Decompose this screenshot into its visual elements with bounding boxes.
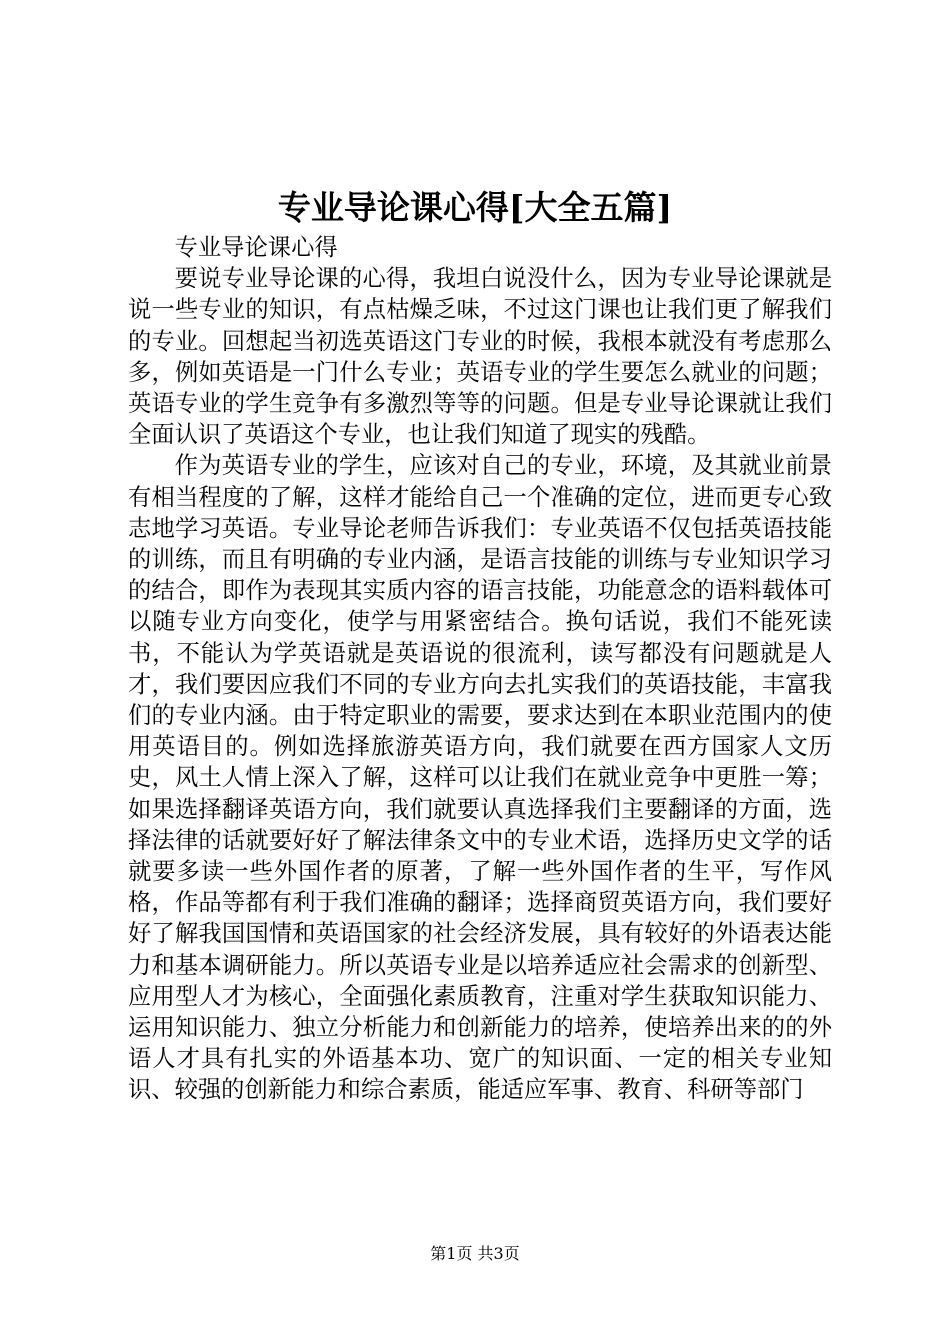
- document-subtitle: 专业导论课心得: [174, 234, 338, 261]
- paragraph-1: 要说专业导论课的心得，我坦白说没什么，因为专业导论课就是说一些专业的知识，有点枯燥乏味，不过这门课也让我们更了解我们的专业。回想起当初选英语这门专业的时候，我根本就没有考虑那么多，例如英语是一门什么专业；英语专业的学生要怎么就业的问题；英语专业的学生竞争有多激烈等等的问题。但是专业导论课就让我们全面认识了英语这个专业，也让我们知道了现实的残酷。: [128, 265, 832, 449]
- page-number-footer: 第1页 共3页: [430, 1244, 520, 1263]
- document-body: [128, 232, 832, 1106]
- document-title: 专业导论课心得[大全五篇]: [277, 188, 673, 227]
- paragraph-2: 作为英语专业的学生，应该对自己的专业，环境，及其就业前景有相当程度的了解，这样才能给自己一个准确的定位，进而更专心致志地学习英语。专业导论老师告诉我们：专业英语不仅包括英语技能的训练，而且有明确的专业内涵，是语言技能的训练与专业知识学习的结合，即作为表现其实质内容的语言技能，功能意念的语料载体可以随专业方向变化，使学与用紧密结合。换句话说，我们不能死读书，不能认为学英语就是英语说的很流利，读写都没有问题就是人才，我们要因应我们不同的专业方向去扎实我们的英语技能，丰富我们的专业内涵。由于特定职业的需要，要求达到在本职业范围内的使用英语目的。例如选择旅游英语方向，我们就要在西方国家人文历史，风土人情上深入了解，这样可以让我们在就业竞争中更胜一筹；如果选择翻译英语方向，我们就要认真选择我们主要翻译的方面，选择法律的话就要好好了解法律条文中的专业术语，选择历史文学的话就要多读一些外国作者的原著，了解一些外国作者的生平，写作风格，作品等都有利于我们准确的翻译；选择商贸英语方向，我们要好好了解我国国情和英语国家的社会经济发展，具有较好的外语表达能力和基本调研能力。所以英语专业是以培养适应社会需求的创新型、应用型人才为核心，全面强化素质教育，注重对学生获取知识能力、运用知识能力、独立分析能力和创新能力的培养，使培养出来的的外语人才具有扎实的外语基本功、宽广的知识面、一定的相关专业知识、较强的创新能力和综合素质，能适应军事、教育、科研等部门: [128, 452, 832, 1104]
